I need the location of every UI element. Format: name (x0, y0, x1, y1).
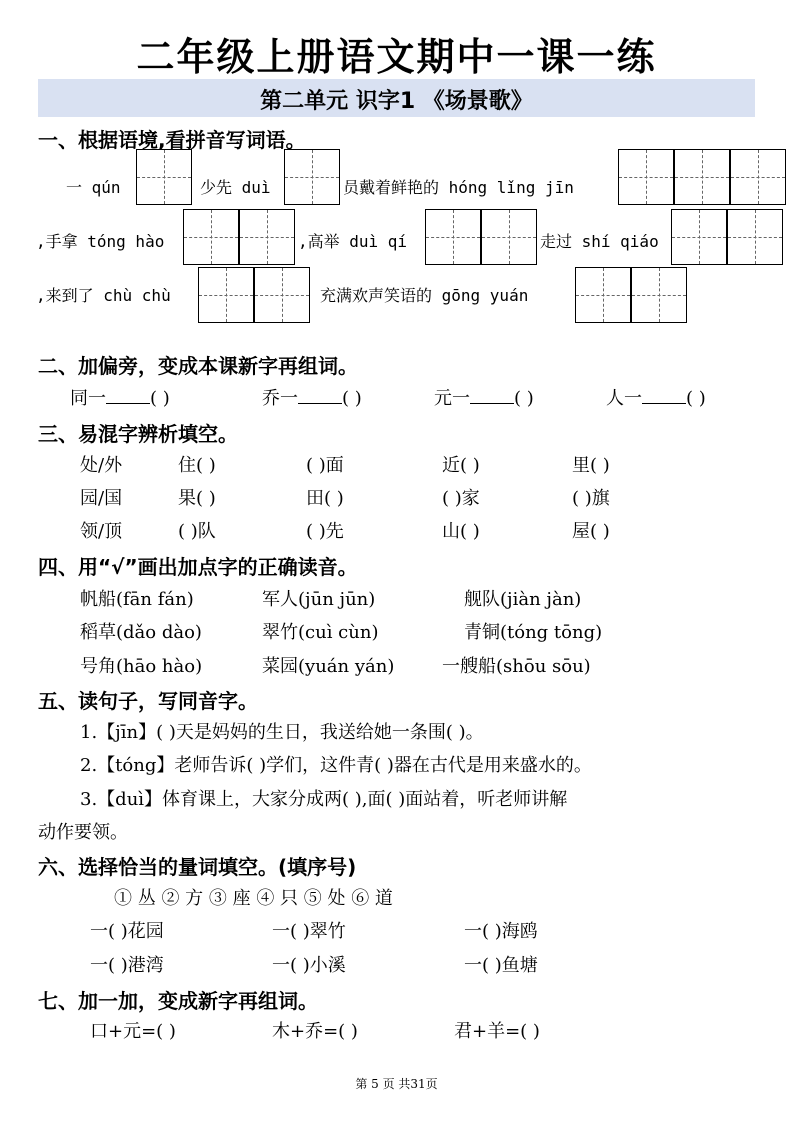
combine-item: 口+元=( ) (90, 1021, 176, 1042)
confusable-cell: 果( ) (178, 488, 216, 509)
tianzige-box[interactable] (618, 149, 674, 205)
reading-item: 青铜(tóng tōng) (464, 622, 603, 643)
pinyin-dui-qi: ,高举 duì qí (298, 232, 408, 251)
section-7-heading: 七、加一加，变成新字再组词。 (38, 989, 318, 1013)
combine-item: 君+羊=( ) (454, 1021, 540, 1042)
radical-item: 元一 ( ) (434, 384, 534, 410)
homophone-question-3-cont: 动作要领。 (38, 822, 128, 843)
tianzige-box[interactable] (671, 209, 727, 265)
tianzige-box[interactable] (254, 267, 310, 323)
confusable-cell: ( )家 (442, 488, 480, 509)
homophone-question-1: 1.【jīn】( )天是妈妈的生日，我送给她一条围( )。 (80, 722, 484, 743)
tianzige-box[interactable] (284, 149, 340, 205)
page-title: 二年级上册语文期中一课一练 (136, 35, 657, 79)
section-6-heading: 六、选择恰当的量词填空。(填序号) (38, 855, 357, 879)
reading-item: 稻草(dǎo dào) (80, 622, 202, 643)
pinyin-hong-ling-jin: 员戴着鲜艳的 hóng lǐng jīn (343, 178, 574, 197)
reading-item: 舰队(jiàn jàn) (464, 589, 582, 610)
measure-word-item: 一( )花园 (90, 921, 164, 942)
tianzige-box[interactable] (198, 267, 254, 323)
homophone-question-2: 2.【tóng】老师告诉( )学们，这件青( )器在古代是用来盛水的。 (80, 755, 592, 776)
confusable-label: 处/外 (80, 455, 123, 476)
radical-item: 同一 ( ) (70, 384, 170, 410)
confusable-cell: ( )面 (306, 455, 344, 476)
confusable-cell: ( )先 (306, 521, 344, 542)
pinyin-shi-qiao: 走过 shí qiáo (540, 232, 659, 251)
confusable-cell: ( )旗 (572, 488, 610, 509)
pinyin-tong-hao: ,手拿 tóng hào (36, 232, 165, 251)
confusable-label: 领/顶 (80, 521, 123, 542)
measure-word-item: 一( )鱼塘 (464, 955, 538, 976)
section-1-heading: 一、根据语境,看拼音写词语。 (38, 128, 306, 152)
page-footer: 第 5 页 共31页 (355, 1077, 438, 1091)
tianzige-box[interactable] (481, 209, 537, 265)
tianzige-box[interactable] (674, 149, 730, 205)
confusable-label: 园/国 (80, 488, 123, 509)
reading-item: 军人(jūn jūn) (262, 589, 376, 610)
section-2-heading: 二、加偏旁，变成本课新字再组词。 (38, 354, 358, 378)
section-4-heading: 四、用“√”画出加点字的正确读音。 (38, 555, 358, 579)
measure-word-item: 一( )翠竹 (272, 921, 346, 942)
pinyin-dui: 少先 duì (200, 178, 271, 197)
confusable-cell: 屋( ) (572, 521, 610, 542)
radical-item: 乔一 ( ) (262, 384, 362, 410)
confusable-cell: 近( ) (442, 455, 480, 476)
measure-word-item: 一( )港湾 (90, 955, 164, 976)
pinyin-gong-yuan: 充满欢声笑语的 gōng yuán (320, 286, 529, 305)
confusable-cell: 住( ) (178, 455, 216, 476)
tianzige-box[interactable] (730, 149, 786, 205)
confusable-cell: ( )队 (178, 521, 216, 542)
confusable-cell: 山( ) (442, 521, 480, 542)
section-3-heading: 三、易混字辨析填空。 (38, 422, 238, 446)
homophone-question-3: 3.【duì】体育课上，大家分成两( ),面( )面站着，听老师讲解 (80, 789, 568, 810)
tianzige-box[interactable] (239, 209, 295, 265)
measure-word-options: ① 丛 ② 方 ③ 座 ④ 只 ⑤ 处 ⑥ 道 (114, 888, 393, 909)
reading-item: 号角(hāo hào) (80, 656, 203, 677)
confusable-cell: 田( ) (306, 488, 344, 509)
tianzige-box[interactable] (136, 149, 192, 205)
tianzige-box[interactable] (425, 209, 481, 265)
tianzige-box[interactable] (575, 267, 631, 323)
tianzige-box[interactable] (183, 209, 239, 265)
pinyin-chu-chu: ,来到了 chù chù (36, 286, 171, 305)
reading-item: 翠竹(cuì cùn) (262, 622, 379, 643)
confusable-cell: 里( ) (572, 455, 610, 476)
reading-item: 帆船(fān fán) (80, 589, 194, 610)
section-5-heading: 五、读句子，写同音字。 (38, 689, 258, 713)
reading-item: 一艘船(shōu sōu) (442, 656, 591, 677)
radical-item: 人一 ( ) (606, 384, 706, 410)
unit-title: 第二单元 识字1 《场景歌》 (260, 89, 533, 114)
measure-word-item: 一( )海鸥 (464, 921, 538, 942)
tianzige-box[interactable] (631, 267, 687, 323)
measure-word-item: 一( )小溪 (272, 955, 346, 976)
tianzige-box[interactable] (727, 209, 783, 265)
combine-item: 木+乔=( ) (272, 1021, 358, 1042)
pinyin-qun: 一 qún (66, 178, 121, 197)
reading-item: 菜园(yuán yán) (262, 656, 395, 677)
